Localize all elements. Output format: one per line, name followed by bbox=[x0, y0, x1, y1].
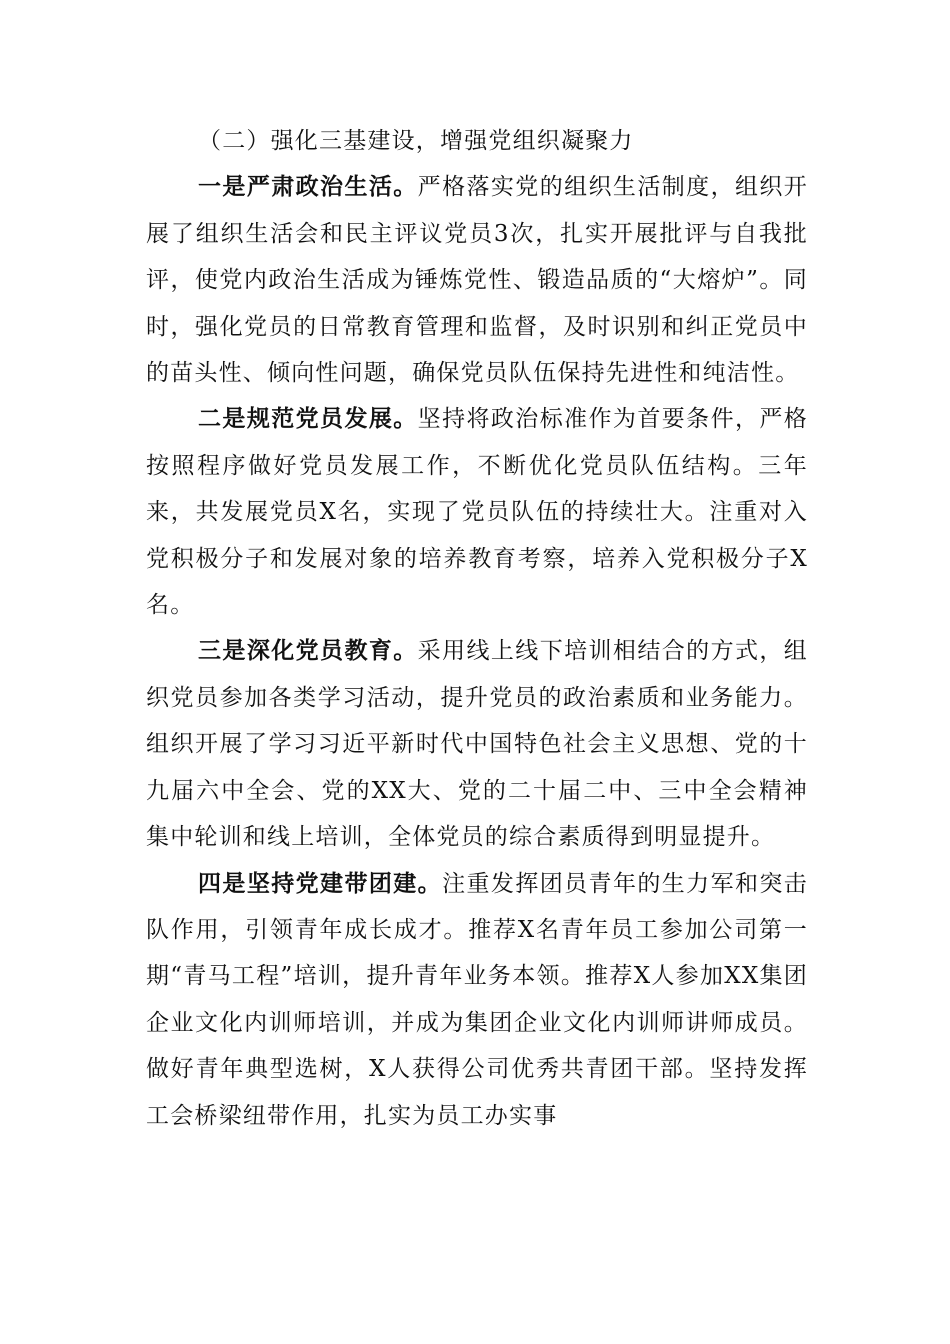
paragraph-lead: 四是坚持党建带团建。 bbox=[198, 869, 443, 897]
paragraph-lead: 二是规范党员发展。 bbox=[198, 405, 418, 433]
paragraph-lead: 三是深化党员教育。 bbox=[198, 637, 418, 665]
document-body bbox=[146, 118, 808, 1139]
paragraph-body: 严格落实党的组织生活制度，组织开展了组织生活会和民主评议党员3次，扎实开展批评与自我批评，使党内政治生活成为锤炼党性、锻造品质的“大熔炉”。同时，强化党员的日常教育管理和监督，及时识别和纠正党员中的苗头性、倾向性问题，确保党员队伍保持先进性和纯洁性。 bbox=[146, 174, 808, 387]
paragraph-lead: 一是严肃政治生活。 bbox=[198, 173, 418, 201]
paragraph-body: 注重发挥团员青年的生力军和突击队作用，引领青年成长成才。推荐X名青年员工参加公司第一期“青马工程”培训，提升青年业务本领。推荐X人参加XX集团企业文化内训师培训，并成为集团企业文化内训师讲师成员。做好青年典型选树，X人获得公司优秀共青团干部。坚持发挥工会桥梁纽带作用，扎实为员工办实事 bbox=[146, 870, 809, 1129]
paragraph-member-education bbox=[146, 628, 808, 860]
paragraph-member-development bbox=[146, 396, 808, 628]
paragraph-political-life bbox=[146, 164, 808, 396]
paragraph-youth-league bbox=[146, 861, 808, 1139]
paragraph-body: 坚持将政治标准作为首要条件，严格按照程序做好党员发展工作，不断优化党员队伍结构。三年来，共发展党员X名，实现了党员队伍的持续壮大。注重对入党积极分子和发展对象的培养教育考察，培养入党积极分子X名。 bbox=[146, 406, 808, 619]
paragraph-body: 采用线上线下培训相结合的方式，组织党员参加各类学习活动，提升党员的政治素质和业务能力。组织开展了学习习近平新时代中国特色社会主义思想、党的十九届六中全会、党的XX大、党的二十届二中、三中全会精神集中轮训和线上培训，全体党员的综合素质得到明显提升。 bbox=[146, 638, 808, 851]
section-heading: （二）强化三基建设，增强党组织凝聚力 bbox=[198, 128, 634, 154]
